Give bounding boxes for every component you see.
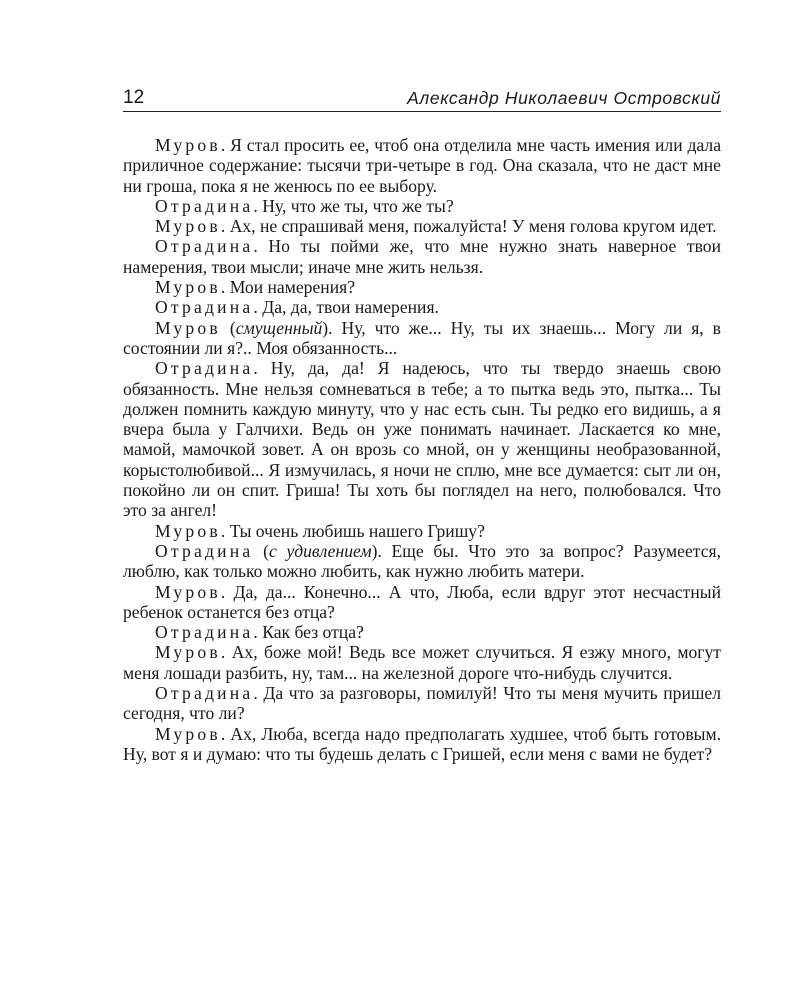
dialogue-line: . Ну, да, да! Я надеюсь, что ты твердо знаешь свою обязанность. Мне нельзя сомневаться в тебе; а то пытка ведь это, пытка... Ты должен помнить каждую минуту, что у нас есть сын. Ты редко его видишь, а я вчера была у Галчихи. Ведь он уже понимать начинает. Ласкается ко мне, мамой, мамочкой зовет. А он врозь со мной, он у женщины необразованной, корыстолюбивой... Я измучилась, я ночи не сплю, мне все думается: сыт ли он, покойно ли он спит. Гриша! Ты хоть бы поглядел на него, полюбовался. Что это за ангел! [123,358,721,521]
dialogue-paragraph [123,236,721,277]
play-text [123,135,721,764]
dialogue-line: . Но ты пойми же, что мне нужно знать наверное твои намерения, твои мысли; иначе мне жить нельзя. [123,236,721,277]
dialogue-paragraph [123,622,721,642]
speaker-name: Отрадина [155,622,254,643]
dialogue-line: . Еще бы. Что это за вопрос? Разумеется, люблю, как только можно любить, как нужно любить матери. [123,540,721,582]
speaker-name: Муров [155,135,221,155]
speaker-name: Отрадина [155,540,254,561]
dialogue-line: . Ты очень любишь нашего Гришу? [220,520,485,541]
page-number: 12 [123,87,145,108]
dialogue-line: . Да, да, твои намерения. [253,297,439,318]
book-page [123,83,721,764]
dialogue-line: . Как без отца? [253,622,364,643]
stage-direction: с удивлением [268,540,372,561]
dialogue-line: . Ну, что же ты, что же ты? [253,195,454,216]
speaker-name: Отрадина [155,236,254,257]
speaker-name: Муров [155,581,221,602]
dialogue-line: . Ах, боже мой! Ведь все может случиться. Я езжу много, могут меня лошади разбить, ну, там... на железной дороге что-нибудь случится. [123,642,721,683]
dialogue-paragraph [123,724,721,765]
dialogue-paragraph [123,297,721,317]
dialogue-paragraph: Отрадина (с удивлением). Еще бы. Что это за вопрос? Разумеется, люблю, как только можно любить, как нужно любить матери. [123,540,721,582]
dialogue-line: . Да, да... Конечно... А что, Люба, если вдруг этот несчастный ребенок останется без отца? [123,581,721,622]
stage-direction: смущенный [235,317,323,338]
speaker-name: Муров [155,317,221,338]
speaker-name: Муров [155,216,221,237]
dialogue-line: . Да что за разговоры, помилуй! Что ты меня мучить пришел сегодня, что ли? [123,683,721,724]
speaker-name: Муров [155,642,221,663]
dialogue-paragraph [123,196,721,216]
speaker-name: Отрадина [155,297,254,318]
dialogue-line: . Я стал просить ее, чтоб она отделила мне часть имения или дала приличное содержание: тысячи три-четыре в год. Она сказала, что не даст мне ни гроша, пока я не женюсь по ее выбору. [123,135,721,196]
dialogue-line: . Ах, Люба, всегда надо предполагать худшее, чтоб быть готовым. Ну, вот я и думаю: что ты будешь делать с Гришей, если меня с вами не будет? [123,723,721,764]
speaker-name: Отрадина [155,195,254,216]
dialogue-paragraph [123,642,721,683]
dialogue-paragraph [123,216,721,236]
dialogue-paragraph [123,277,721,297]
dialogue-line: . Ну, что же... Ну, ты их знаешь... Могу ли я, в состоянии ли я?.. Моя обязанность... [123,317,721,358]
speaker-name: Муров [155,520,221,541]
dialogue-paragraph [123,135,721,196]
dialogue-paragraph [123,521,721,541]
dialogue-paragraph [123,582,721,623]
running-head: Александр Николаевич Островский [407,88,721,108]
dialogue-paragraph [123,683,721,724]
dialogue-line: . Ах, не спрашивай меня, пожалуйста! У меня голова кругом идет. [220,216,717,237]
speaker-name: Отрадина [155,683,254,704]
speaker-name: Муров [155,723,221,744]
speaker-name: Муров [155,277,221,298]
dialogue-line: . Мои намерения? [220,277,356,298]
dialogue-paragraph: Муров (смущенный). Ну, что же... Ну, ты их знаешь... Могу ли я, в состоянии ли я?.. Моя обязанность... [123,317,721,358]
speaker-name: Отрадина [155,358,254,379]
page-header [123,83,721,112]
dialogue-paragraph [123,358,721,520]
